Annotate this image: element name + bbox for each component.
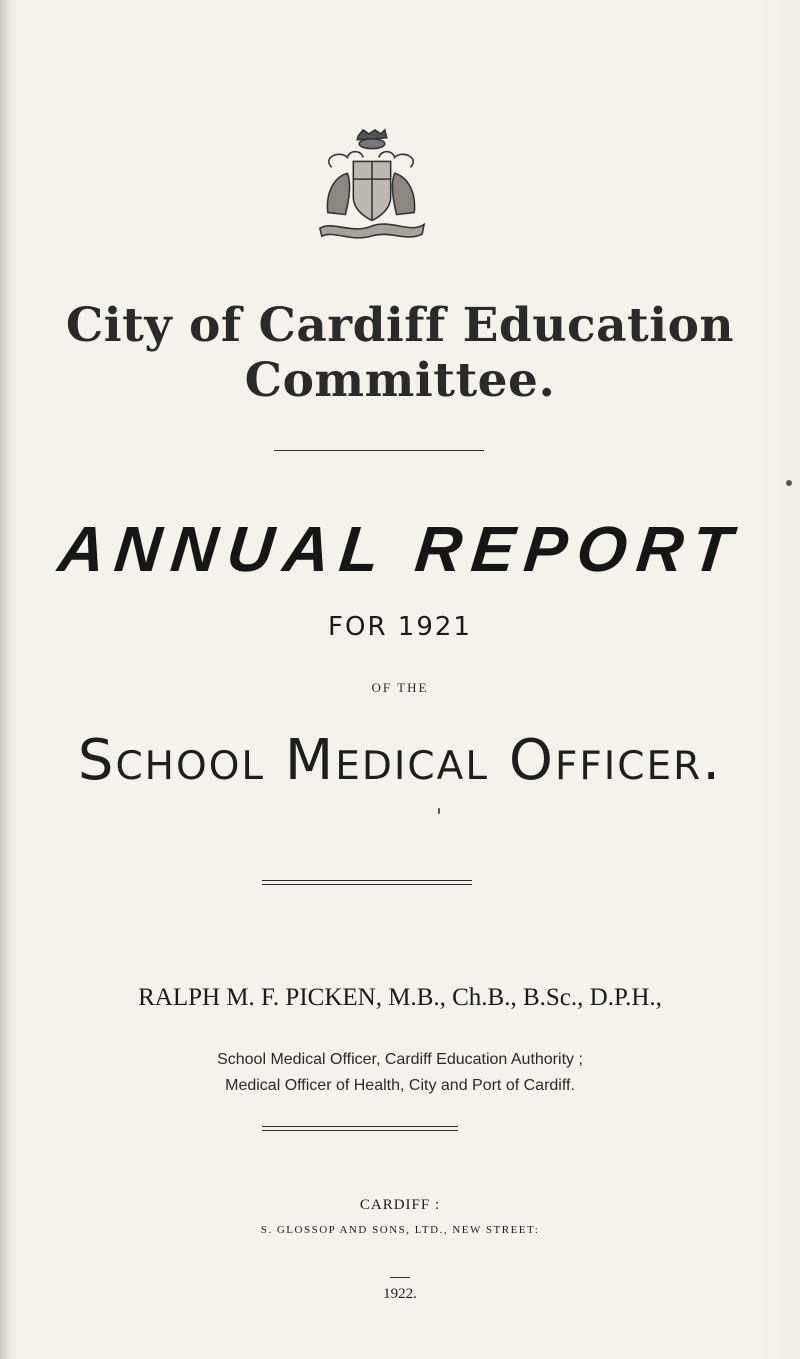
imprint-place: CARDIFF : [359, 1197, 441, 1213]
subject-divider [262, 880, 472, 885]
imprint-year: 1922. [383, 1286, 417, 1302]
paper-speck [786, 480, 792, 486]
city-coat-of-arms-icon [312, 128, 430, 246]
report-subject: School Medical Officer. [77, 728, 723, 793]
paper-speck [438, 808, 440, 814]
document-title: City of Cardiff Education Committee. [65, 298, 735, 408]
of-the-line: OF THE [371, 680, 429, 695]
author-role-health: Medical Officer of Health, City and Port of Cardiff. [225, 1077, 575, 1094]
author-role-school: School Medical Officer, Cardiff Education Authority ; [217, 1051, 583, 1068]
imprint-printer: S. GLOSSOP AND SONS, LTD., NEW STREET: [260, 1224, 540, 1236]
report-year-line: FOR 1921 [328, 612, 472, 642]
title-divider [274, 450, 484, 451]
author-name: RALPH M. F. PICKEN, M.B., Ch.B., B.Sc., D.P.H., [138, 984, 662, 1011]
author-divider [262, 1126, 458, 1131]
report-heading: ANNUAL REPORT [55, 513, 745, 585]
imprint-divider [390, 1277, 410, 1278]
